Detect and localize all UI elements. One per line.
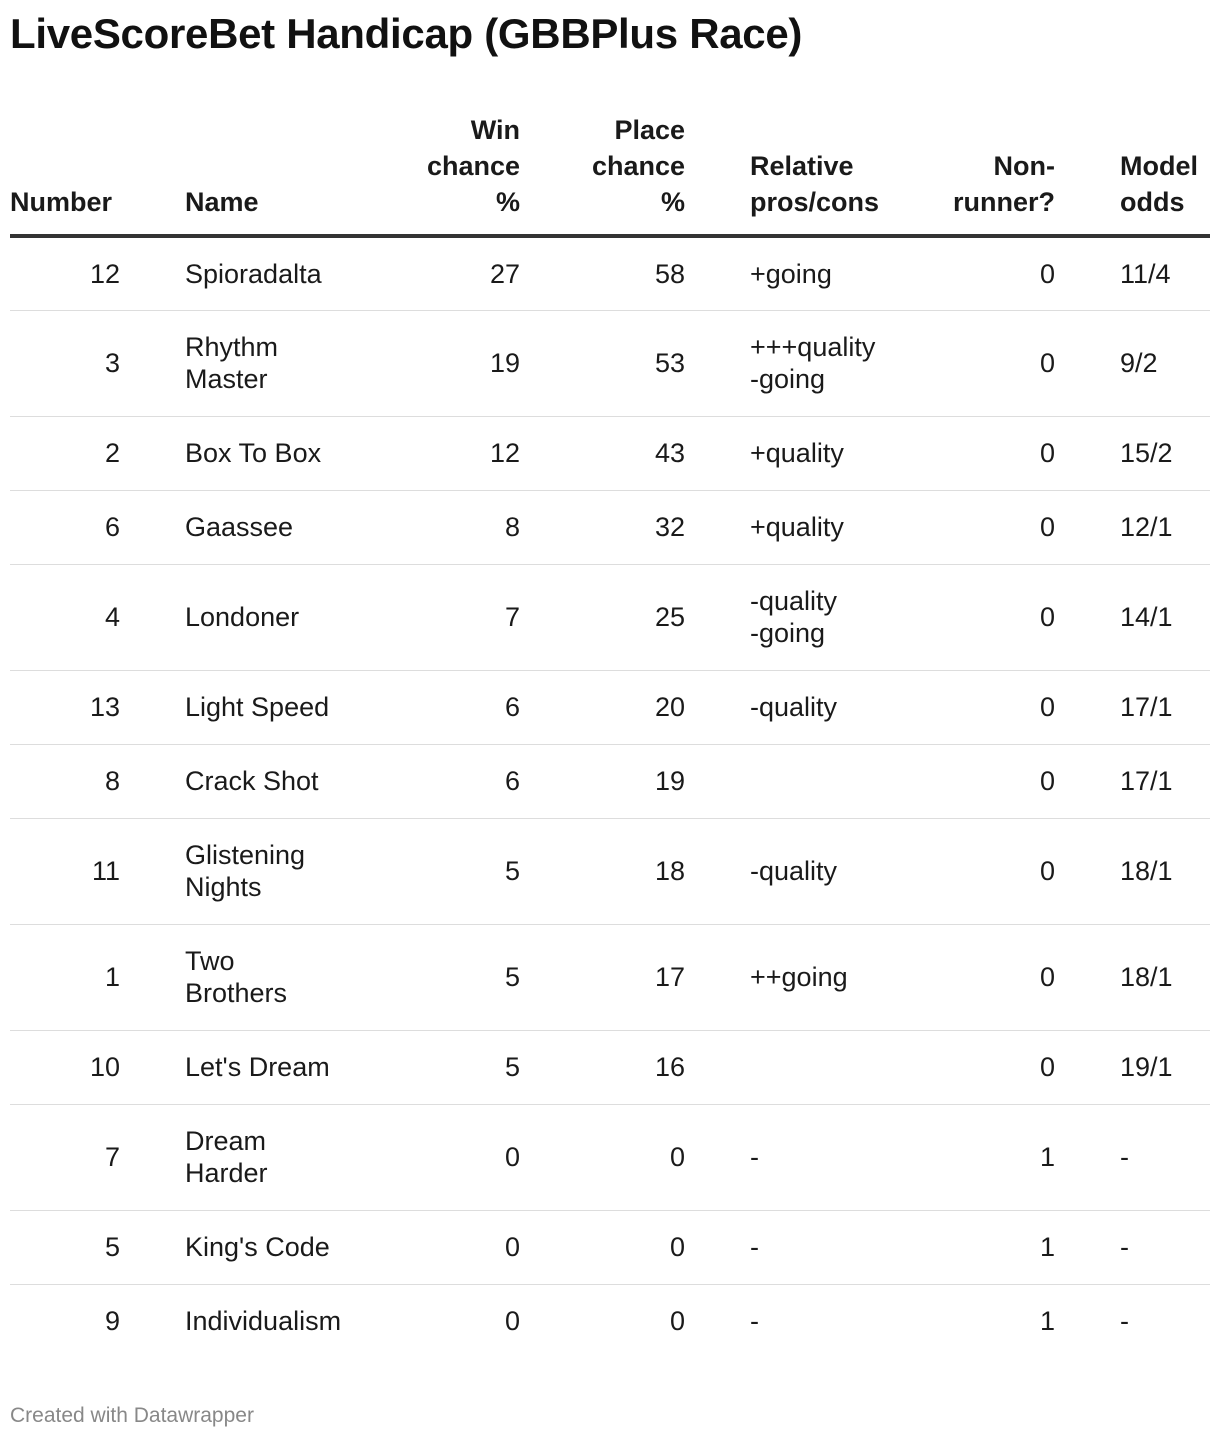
- cell-number: 10: [10, 1030, 120, 1104]
- cell-pros-cons-line: +quality: [750, 438, 844, 468]
- cell-spacer: [120, 310, 185, 416]
- cell-place-chance: 58: [520, 236, 685, 310]
- cell-spacer: [1055, 818, 1120, 924]
- cell-pros-cons: [750, 924, 900, 1030]
- cell-spacer: [685, 310, 750, 416]
- cell-number: 13: [10, 670, 120, 744]
- cell-pros-cons-line: -going: [750, 364, 826, 394]
- cell-spacer: [1055, 236, 1120, 310]
- cell-place-chance: 0: [520, 1210, 685, 1284]
- table-row: [10, 670, 1210, 744]
- cell-model-odds: 17/1: [1120, 744, 1210, 818]
- cell-name: [185, 670, 375, 744]
- header-line: runner?: [952, 187, 1055, 217]
- table-row: [10, 924, 1210, 1030]
- cell-non-runner: 0: [900, 818, 1055, 924]
- header-line: %: [495, 187, 520, 217]
- cell-name-line: Crack Shot: [185, 766, 319, 796]
- header-line: Number: [10, 187, 113, 217]
- cell-pros-cons: [750, 744, 900, 818]
- cell-non-runner: 1: [900, 1104, 1055, 1210]
- cell-spacer: [120, 236, 185, 310]
- cell-spacer: [120, 1284, 185, 1358]
- cell-model-odds: 17/1: [1120, 670, 1210, 744]
- cell-spacer: [120, 1030, 185, 1104]
- cell-pros-cons-line: +going: [750, 258, 832, 289]
- cell-spacer: [685, 1284, 750, 1358]
- page-title: LiveScoreBet Handicap (GBBPlus Race): [10, 10, 803, 57]
- cell-non-runner: 0: [900, 670, 1055, 744]
- header-place-chance[interactable]: [520, 112, 685, 236]
- cell-spacer: [1055, 670, 1120, 744]
- cell-name: [185, 1030, 375, 1104]
- cell-spacer: [120, 818, 185, 924]
- cell-spacer: [1055, 310, 1120, 416]
- header-line: Relative: [750, 151, 854, 181]
- cell-pros-cons-line: ++going: [750, 962, 848, 992]
- header-spacer: [120, 112, 185, 236]
- header-row: [10, 112, 1210, 236]
- cell-place-chance: 0: [520, 1104, 685, 1210]
- cell-spacer: [120, 670, 185, 744]
- cell-spacer: [1055, 1030, 1120, 1104]
- header-pros-cons[interactable]: [750, 112, 900, 236]
- cell-pros-cons: [750, 1210, 900, 1284]
- cell-win-chance: 0: [375, 1210, 520, 1284]
- cell-spacer: [685, 670, 750, 744]
- cell-non-runner: 1: [900, 1210, 1055, 1284]
- cell-spacer: [685, 416, 750, 490]
- cell-number: 8: [10, 744, 120, 818]
- cell-win-chance: 6: [375, 744, 520, 818]
- cell-pros-cons-line: -quality: [750, 692, 838, 722]
- table-row: [10, 1284, 1210, 1358]
- cell-number: 6: [10, 490, 120, 564]
- cell-number: 3: [10, 310, 120, 416]
- cell-model-odds: 9/2: [1120, 310, 1210, 416]
- cell-non-runner: 0: [900, 744, 1055, 818]
- cell-name-line: Master: [185, 364, 268, 394]
- cell-spacer: [120, 924, 185, 1030]
- cell-name-line: Harder: [185, 1158, 268, 1188]
- cell-spacer: [685, 924, 750, 1030]
- cell-spacer: [1055, 490, 1120, 564]
- cell-name: [185, 1104, 375, 1210]
- cell-place-chance: 17: [520, 924, 685, 1030]
- cell-model-odds: 12/1: [1120, 490, 1210, 564]
- cell-name-line: Spioradalta: [185, 258, 322, 289]
- cell-spacer: [685, 818, 750, 924]
- cell-name: [185, 1210, 375, 1284]
- cell-pros-cons: [750, 1104, 900, 1210]
- cell-name: [185, 490, 375, 564]
- cell-name: [185, 818, 375, 924]
- cell-name-line: Londoner: [185, 602, 300, 632]
- cell-pros-cons: [750, 416, 900, 490]
- cell-name-line: Rhythm: [185, 332, 279, 362]
- cell-name-line: Two: [185, 946, 235, 976]
- cell-pros-cons: [750, 1284, 900, 1358]
- cell-spacer: [1055, 1210, 1120, 1284]
- cell-place-chance: 0: [669, 1306, 685, 1337]
- cell-win-chance: 0: [375, 1104, 520, 1210]
- cell-non-runner: 1: [1039, 1306, 1055, 1337]
- cell-spacer: [120, 1210, 185, 1284]
- cell-number: 9: [104, 1306, 120, 1337]
- table-row: [10, 1030, 1210, 1104]
- cell-win-chance: 19: [375, 310, 520, 416]
- cell-non-runner: 0: [900, 236, 1055, 310]
- cell-spacer: [1055, 744, 1120, 818]
- table-row: [10, 310, 1210, 416]
- cell-name: [185, 416, 375, 490]
- cell-model-odds: -: [1120, 1104, 1210, 1210]
- cell-name-line: Gaassee: [185, 512, 294, 542]
- header-line: %: [660, 187, 685, 217]
- cell-win-chance: 12: [375, 416, 520, 490]
- cell-spacer: [685, 564, 750, 670]
- cell-model-odds: 15/2: [1120, 416, 1210, 490]
- cell-spacer: [120, 416, 185, 490]
- cell-non-runner: 0: [900, 924, 1055, 1030]
- header-name[interactable]: [185, 112, 375, 236]
- cell-name-line: Let's Dream: [185, 1052, 330, 1082]
- cell-pros-cons: [750, 670, 900, 744]
- cell-pros-cons-line: -going: [750, 618, 826, 648]
- cell-pros-cons: [750, 818, 900, 924]
- cell-place-chance: 19: [520, 744, 685, 818]
- header-line: Model: [1120, 151, 1198, 181]
- cell-pros-cons: [750, 236, 900, 310]
- cell-place-chance: 25: [520, 564, 685, 670]
- header-line: Name: [185, 187, 259, 217]
- cell-non-runner: 0: [900, 416, 1055, 490]
- cell-win-chance: 27: [375, 236, 520, 310]
- cell-name: [185, 744, 375, 818]
- cell-pros-cons-line: +++quality: [750, 332, 876, 362]
- cell-place-chance: 18: [520, 818, 685, 924]
- table-body: [10, 236, 1210, 1358]
- cell-model-odds: 18/1: [1120, 924, 1210, 1030]
- cell-win-chance: 7: [375, 564, 520, 670]
- cell-non-runner: 0: [900, 490, 1055, 564]
- cell-number: 7: [10, 1104, 120, 1210]
- cell-spacer: [1055, 924, 1120, 1030]
- cell-model-odds: 18/1: [1120, 818, 1210, 924]
- cell-pros-cons-line: -: [750, 1232, 759, 1262]
- cell-spacer: [1055, 564, 1120, 670]
- cell-number: 2: [10, 416, 120, 490]
- cell-spacer: [120, 490, 185, 564]
- cell-pros-cons-line: -quality: [750, 856, 838, 886]
- cell-model-odds: 14/1: [1120, 564, 1210, 670]
- table-row: [10, 236, 1210, 310]
- cell-pros-cons-line: +quality: [750, 512, 844, 542]
- cell-model-odds: -: [1120, 1306, 1129, 1337]
- cell-name-line: Light Speed: [185, 692, 330, 722]
- cell-non-runner: 0: [900, 1030, 1055, 1104]
- cell-place-chance: 32: [520, 490, 685, 564]
- cell-spacer: [120, 744, 185, 818]
- header-line: Place: [614, 115, 685, 145]
- table-row: [10, 490, 1210, 564]
- cell-number: 5: [10, 1210, 120, 1284]
- header-line: pros/cons: [750, 187, 880, 217]
- cell-name-line: Nights: [185, 872, 262, 902]
- cell-spacer: [685, 1210, 750, 1284]
- header-line: Win: [470, 115, 520, 145]
- table-row: [10, 416, 1210, 490]
- cell-name-line: Individualism: [185, 1306, 342, 1337]
- cell-number: 1: [10, 924, 120, 1030]
- cell-spacer: [120, 564, 185, 670]
- cell-pros-cons: [750, 1030, 900, 1104]
- header-model-odds[interactable]: [1120, 112, 1210, 236]
- cell-spacer: [685, 1104, 750, 1210]
- cell-win-chance: 5: [375, 924, 520, 1030]
- table-row: [10, 818, 1210, 924]
- cell-name: [185, 924, 375, 1030]
- cell-name: [185, 1284, 375, 1358]
- cell-name-line: King's Code: [185, 1232, 330, 1262]
- cell-spacer: [1055, 416, 1120, 490]
- cell-number: 11: [10, 818, 120, 924]
- cell-model-odds: -: [1120, 1210, 1210, 1284]
- header-win-chance[interactable]: [375, 112, 520, 236]
- table-row: [10, 1104, 1210, 1210]
- cell-model-odds: 19/1: [1120, 1030, 1210, 1104]
- cell-win-chance: 5: [375, 818, 520, 924]
- cell-non-runner: 0: [900, 310, 1055, 416]
- cell-place-chance: 16: [520, 1030, 685, 1104]
- header-line: odds: [1120, 187, 1185, 217]
- race-table: [10, 112, 1210, 1358]
- cell-name-line: Dream: [185, 1126, 267, 1156]
- cell-spacer: [685, 1030, 750, 1104]
- cell-spacer: [685, 236, 750, 310]
- footer-credit: Created with Datawrapper: [10, 1404, 254, 1427]
- cell-spacer: [120, 1104, 185, 1210]
- cell-spacer: [685, 744, 750, 818]
- cell-non-runner: 0: [900, 564, 1055, 670]
- cell-win-chance: 5: [375, 1030, 520, 1104]
- cell-pros-cons: [750, 310, 900, 416]
- cell-win-chance: 6: [375, 670, 520, 744]
- table-row: [10, 564, 1210, 670]
- header-line: chance: [591, 151, 685, 181]
- cell-pros-cons-line: -: [750, 1142, 759, 1172]
- cell-place-chance: 43: [520, 416, 685, 490]
- cell-win-chance: 8: [375, 490, 520, 564]
- header-number[interactable]: [10, 112, 120, 236]
- cell-spacer: [1055, 1104, 1120, 1210]
- cell-name: [185, 310, 375, 416]
- header-spacer: [685, 112, 750, 236]
- cell-number: 4: [10, 564, 120, 670]
- table-row: [10, 1210, 1210, 1284]
- cell-number: 12: [10, 236, 120, 310]
- cell-name: [185, 236, 375, 310]
- cell-pros-cons: [750, 564, 900, 670]
- cell-name-line: Glistening: [185, 840, 306, 870]
- cell-name-line: Brothers: [185, 978, 288, 1008]
- cell-name: [185, 564, 375, 670]
- cell-pros-cons-line: -: [750, 1306, 759, 1337]
- cell-pros-cons-line: -quality: [750, 586, 838, 616]
- cell-spacer: [1055, 1284, 1120, 1358]
- cell-name-line: Box To Box: [185, 438, 322, 468]
- cell-place-chance: 20: [520, 670, 685, 744]
- header-line: Non-: [993, 151, 1055, 181]
- cell-place-chance: 53: [520, 310, 685, 416]
- cell-spacer: [685, 490, 750, 564]
- table-row: [10, 744, 1210, 818]
- cell-model-odds: 11/4: [1120, 236, 1210, 310]
- cell-pros-cons: [750, 490, 900, 564]
- header-line: chance: [426, 151, 520, 181]
- header-non-runner[interactable]: [900, 112, 1055, 236]
- cell-win-chance: 0: [504, 1306, 520, 1337]
- header-spacer: [1055, 112, 1120, 236]
